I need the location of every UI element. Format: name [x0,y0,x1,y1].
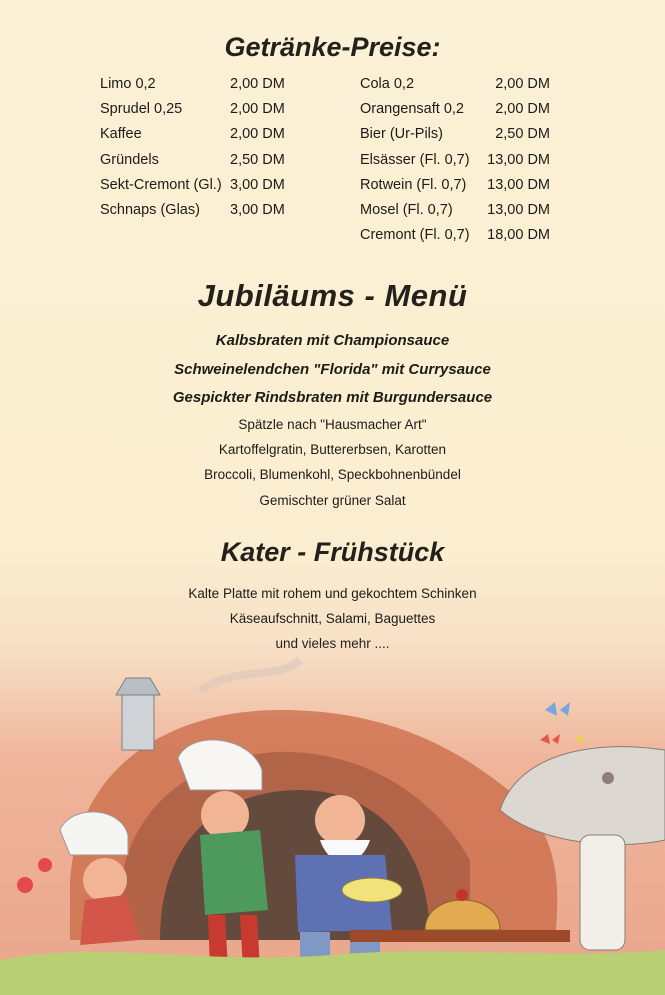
drink-price: 2,00 DM [230,76,285,92]
price-row [100,126,300,151]
drink-name: Gründels [100,151,159,168]
drink-price: 2,00 DM [495,76,550,92]
drink-name: Elsässer (Fl. 0,7) [360,151,470,168]
drink-price: 13,00 DM [487,176,550,193]
price-row [100,76,300,101]
side-dishes [0,415,665,516]
drink-name: Cola 0,2 [360,76,415,92]
drink-name: Bier (Ur-Pils) [360,126,443,143]
breakfast-item: Käseaufschnitt, Salami, Baguettes [229,611,436,627]
drinks-price-list-right [360,76,560,252]
main-dishes [0,330,665,416]
price-row [100,202,300,227]
drink-price: 2,00 DM [495,101,550,118]
price-row [100,177,300,202]
drink-price: 2,00 DM [230,126,285,143]
drinks-prices-title: Getränke-Preise: [224,32,441,62]
main-dish: Gespickter Rindsbraten mit Burgundersauce [172,389,493,407]
breakfast-item: Kalte Platte mit rohem und gekochtem Schinken [188,586,477,601]
drink-name: Kaffee [100,126,142,143]
drink-price: 3,00 DM [230,201,285,218]
price-row [360,126,560,151]
anniversary-menu-title: Jubiläums - Menü [197,278,468,313]
price-row [360,227,560,252]
drink-name: Sekt-Cremont (Gl.) [100,176,222,193]
drink-price: 2,50 DM [230,151,285,168]
drink-name: Sprudel 0,25 [100,101,183,118]
dwarf-cooks-oven-illustration [0,640,665,995]
side-dish: Kartoffelgratin, Buttererbsen, Karotten [218,442,447,458]
drink-name: Orangensaft 0,2 [360,101,464,118]
side-dish: Spätzle nach "Hausmacher Art" [238,417,427,432]
price-row [360,152,560,177]
price-row [360,202,560,227]
price-row [100,101,300,126]
drink-name: Mosel (Fl. 0,7) [360,201,453,218]
price-row [360,177,560,202]
main-dish: Schweinelendchen "Florida" mit Currysauce [174,360,491,378]
drink-name: Cremont (Fl. 0,7) [360,227,470,244]
price-row [360,76,560,101]
drink-price: 2,50 DM [495,126,550,143]
breakfast-title: Kater - Frühstück [220,537,445,567]
drink-price: 13,00 DM [487,201,550,218]
drinks-price-list-left [100,76,300,227]
price-row [100,152,300,177]
drink-price: 13,00 DM [487,151,550,168]
drink-name: Rotwein (Fl. 0,7) [360,176,467,193]
drink-price: 2,00 DM [230,101,285,118]
drink-name: Limo 0,2 [100,76,156,92]
main-dish: Kalbsbraten mit Championsauce [215,332,450,349]
side-dish: Broccoli, Blumenkohl, Speckbohnenbündel [204,467,461,483]
drink-name: Schnaps (Glas) [100,201,200,218]
drink-price: 18,00 DM [487,227,550,244]
drink-price: 3,00 DM [230,176,285,193]
price-row [360,101,560,126]
side-dish: Gemischter grüner Salat [259,492,406,508]
